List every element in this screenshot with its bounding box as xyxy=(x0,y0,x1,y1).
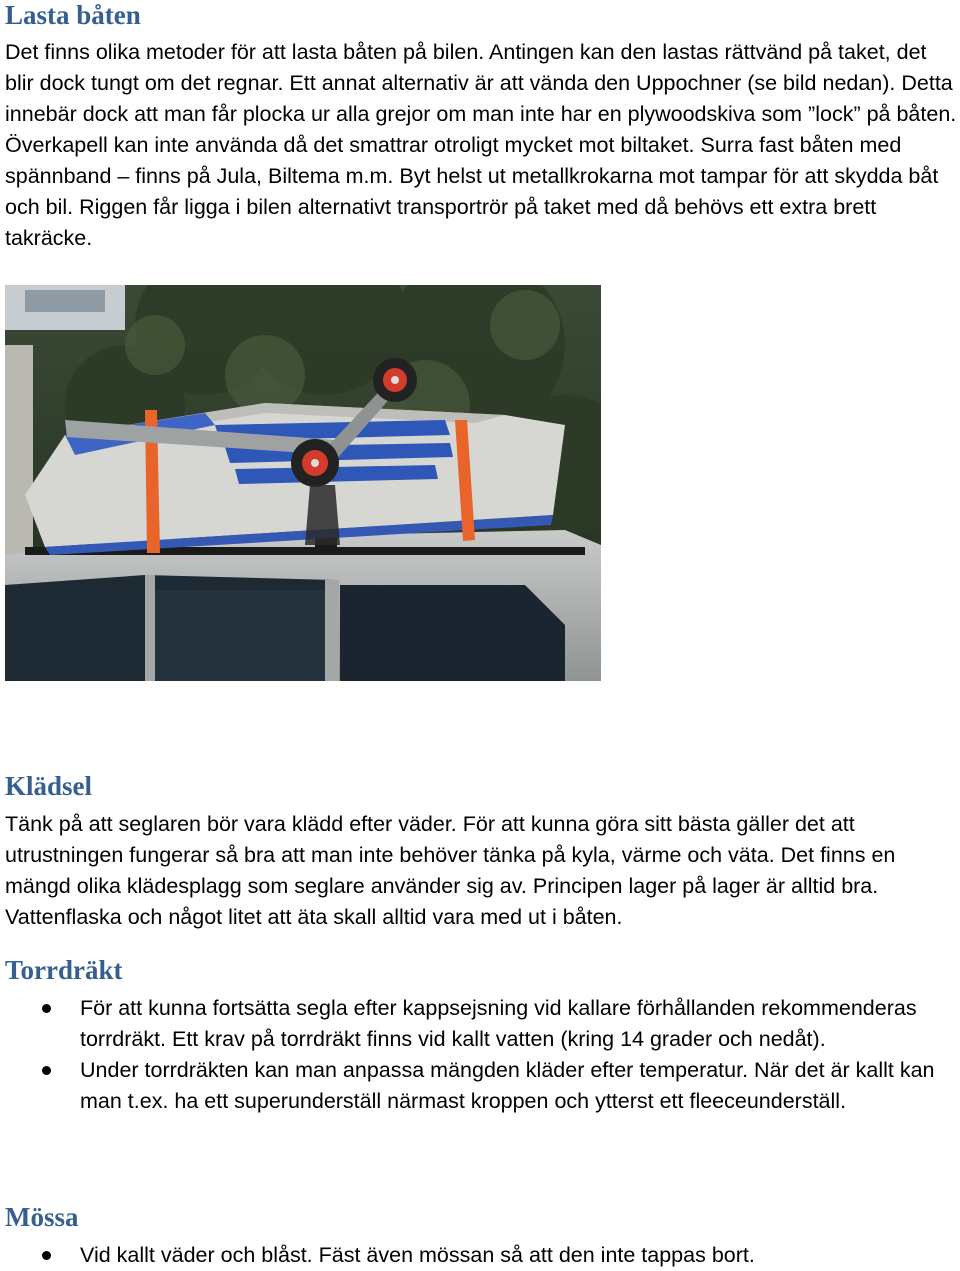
paragraph-lasta-baten: Det finns olika metoder för att lasta båten på bilen. Antingen kan den lastas rättvänd på taket, det blir dock tungt om det regnar. Ett annat alternativ är att vända den Uppochner (se bild nedan). Detta innebär dock att man får plocka ur alla grejor om man inte har en plywoodskiva som ”lock” på båten. Överkapell kan inte använda då det smattrar otroligt mycket mot biltaket. Surra fast båten med spännband – finns på Jula, Biltema m.m. Byt helst ut metallkrokarna mot tampar för att skydda båt och bil. Riggen får ligga i bilen alternativt transportrör på taket med då behövs ett extra brett takräcke. xyxy=(5,40,957,250)
list-item-text: För att kunna fortsätta segla efter kappsejsning vid kallare förhållanden rekommenderas torrdräkt. Ett krav på torrdräkt finns vid kallt vatten (kring 14 grader och nedåt). xyxy=(80,996,917,1051)
list-item xyxy=(0,1240,960,1271)
heading-kladsel: Klädsel xyxy=(5,771,93,801)
heading-lasta-baten: Lasta båten xyxy=(5,0,141,30)
list-item-text: Under torrdräkten kan man anpassa mängden kläder efter temperatur. När det är kallt kan man t.ex. ha ett superunderställ närmast kroppen och ytterst ett fleeceunderställ. xyxy=(80,1058,935,1113)
mossa-list xyxy=(0,1240,960,1271)
boat-on-car-photo xyxy=(5,285,601,681)
bullet-icon xyxy=(42,1066,51,1075)
bullet-icon xyxy=(42,1251,51,1260)
torrdrakt-list xyxy=(0,993,960,1117)
list-item xyxy=(0,1055,960,1117)
list-item xyxy=(0,993,960,1055)
paragraph-kladsel: Tänk på att seglaren bör vara klädd efter väder. För att kunna göra sitt bästa gäller det att utrustningen fungerar så bra att man inte behöver tänka på kyla, värme och väta. Det finns en mängd olika klädesplagg som seglare använder sig av. Principen lager på lager är alltid bra. Vattenflaska och något litet att äta skall alltid vara med ut i båten. xyxy=(5,812,896,929)
bullet-icon xyxy=(42,1004,51,1013)
heading-mossa: Mössa xyxy=(5,1202,79,1232)
list-item-text: Vid kallt väder och blåst. Fäst även mössan så att den inte tappas bort. xyxy=(80,1243,755,1267)
heading-torrdrakt: Torrdräkt xyxy=(5,955,123,985)
